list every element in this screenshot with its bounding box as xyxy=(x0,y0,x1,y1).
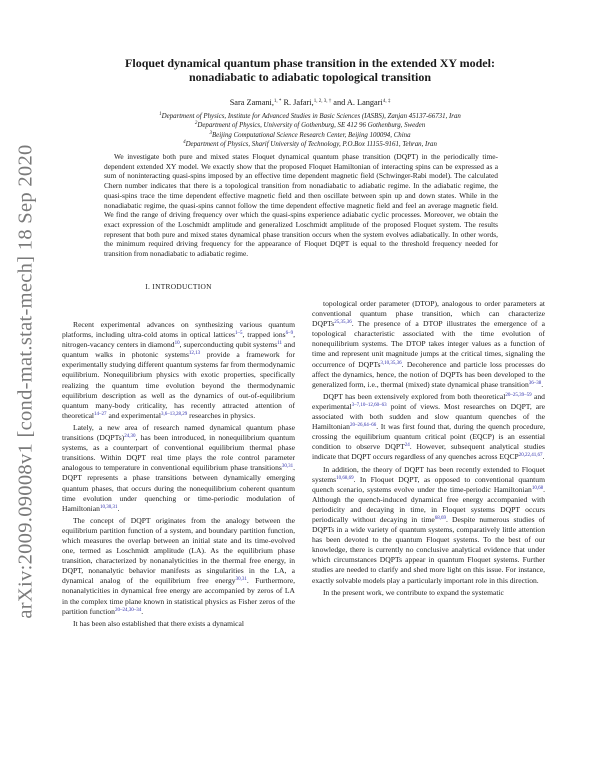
paragraph-text: . It was first found that, during the quench procedure, crossing the equilibrium quantum critical point (EQCP) is an essential condition to observe DQPT xyxy=(312,422,545,452)
affiliation-number: 4 xyxy=(183,140,186,146)
paragraph-text: and quantum walks in photonic systems xyxy=(62,340,295,360)
citation-link[interactable]: 20–24,30–34 xyxy=(114,607,142,613)
author-name: Sara Zamani, xyxy=(229,98,274,107)
paragraph-text: , superconducting qubit systems xyxy=(179,340,278,350)
paragraph-text: researches in physics. xyxy=(187,410,256,420)
paragraph-text: provide a framework for experimentally studying different quantum systems far from thermodynamic equilibrium. Nonequilibrium physics with exotic properties, specifically realizing the quantum time evolution beyond the thermodynamic equilibrium description as well as the dynamics of out-of-equilibrium quantum many-body criticality, has recently attracted attention of theoretical xyxy=(62,350,295,420)
body-paragraph xyxy=(62,320,295,421)
paragraph-text: . The presence of a DTOP illustrates the emergence of a topological characteristic associated with the time evolution of nonequilibrium systems. The DTOP takes integer values as a function of time and represent unit magnitude jumps at the critical times, signaling the occurrence of DQPTs xyxy=(312,319,545,369)
paragraph-text: . Despite numerous studies of DQPTs in a wide variety of quantum systems, comparatively little attention has been devoted to the quantum Floquet systems. To the best of our knowledge, there is currently no conclusive analytical evidence that under which circumstances DQPTs appear in quantum Floquet systems. Further studies are needed to clarify and shed more light on this issue. For instance, exactly solvable models play a particularly important role in this direction. xyxy=(312,514,545,585)
citation-link[interactable]: 10,30,31 xyxy=(99,504,118,510)
paragraph-text: , nitrogen-vacancy centers in diamond xyxy=(62,330,296,350)
affiliation-number: 3 xyxy=(209,130,212,136)
paper-title xyxy=(60,56,560,84)
paragraph-text: Lately, a new area of research named dynamical quantum phase transitions (DQPTs) xyxy=(62,422,295,443)
title-line-2: nonadiabatic to adiabatic topological transition xyxy=(188,70,432,84)
paragraph-text: . DQPT represents a phase transitions between dynamically emerging quantum phases, that occurs during the nonequilibrium coherent quantum time evolution under quenching or time-periodic modulation of Hamiltonian xyxy=(62,463,295,513)
paragraph-text: and experimental xyxy=(106,410,161,420)
paragraph-text: . xyxy=(141,606,144,616)
paragraph-text: . Furthermore, nonanalyticities in dynamical free energy are accompanied by zeros of LA in the complex time plane known in statistical physics as Fisher zeros of the partition function xyxy=(62,576,295,616)
body-column-left xyxy=(62,320,295,631)
abstract: We investigate both pure and mixed states Floquet dynamical quantum phase transition (DQPT) in the periodically time-dependent extended XY model. We exactly show that the proposed Floquet Hamiltonian of interacting spins can be expressed as a sum of noninteracting quasi-spins imposed by an effective time dependent magnetic field (Schwinger-Rabi model). The calculated Chern number indicates that there is a topological transition from nonadiabatic to adiabatic regime. In the adiabatic regime, the quasi-spins trace the time dependent effective magnetic field and then oscillate between spin up and down states. While in the nonadiabatic regime, the quasi-spins cannot follow the time dependent effective magnetic field and feel an average magnetic field. We find the range of driving frequency over which the quasi-spins experience adiabatic cyclic processes. Moreover, we obtain the exact expression of the Loschmidt amplitude and generalized Loschmidt amplitude of the proposed Floquet system. The results represent that both pure and mixed states dynamical phase transition occurs when the system evolves adiabatically. In other words, the minimum required driving frequency for the appearance of Floquet DQPT is equal to the threshold frequency needed for transition from nonadiabatic to adiabatic regime. xyxy=(104,152,498,259)
citation-link[interactable]: 20–25,39–59 xyxy=(505,392,532,398)
affiliation-text: Department of Physics, Sharif University of Technology, P.O.Box 11155-9161, Tehran, Iran xyxy=(185,141,437,149)
citation-link[interactable]: 36–38 xyxy=(528,380,542,386)
citation-link[interactable]: 12,13 xyxy=(188,351,201,357)
paragraph-text: point of views. Most researches on DQPT, are associated with both sudden and slow quantum quenches of the Hamiltonian xyxy=(312,401,545,432)
paragraph-text: and experimental xyxy=(312,391,545,411)
citation-link[interactable]: 24 xyxy=(404,443,410,449)
arxiv-identifier: arXiv:2009.09008v1 [cond-mat.stat-mech] 18 Sep 2020 xyxy=(14,144,37,619)
author-affiliation-mark: 1, 2, 3, † xyxy=(313,99,332,104)
citation-link[interactable]: 30,31 xyxy=(281,464,294,470)
paragraph-text: It has been also established that there exists a dynamical xyxy=(73,618,245,628)
citation-link[interactable]: 11 xyxy=(277,341,283,347)
affiliation xyxy=(60,121,560,130)
citation-link[interactable]: 20,22,41,67 xyxy=(518,453,543,459)
paragraph-text: . However, subsequent analytical studies indicate that DQPT occurs regardless of any quenches across EQCP xyxy=(312,442,545,462)
citation-link[interactable]: 30,31 xyxy=(235,577,247,583)
citation-link[interactable]: 3,6–13,28,29 xyxy=(160,411,188,417)
citation-link[interactable]: 20–26,64–66 xyxy=(349,423,377,429)
citation-link[interactable]: 14–27 xyxy=(94,411,107,417)
citation-link[interactable]: 3–7,10–12,60–63 xyxy=(351,402,387,408)
citation-link[interactable]: 6–9 xyxy=(285,331,294,337)
paragraph-text: topological order parameter (DTOP), analogous to order parameters at conventional quantum phase transition, which can characterize DQPTs xyxy=(312,299,545,329)
affiliation-text: Beijing Computational Science Research Center, Beijing 100094, China xyxy=(211,131,411,139)
author-affiliation-mark: 4, ‡ xyxy=(382,99,391,104)
body-paragraph xyxy=(62,423,295,514)
body-paragraph xyxy=(312,465,545,586)
affiliation-text: Department of Physics, University of Gothenburg, SE 412 96 Gothenburg, Sweden xyxy=(197,122,426,130)
paragraph-text: In addition, the theory of DQPT has been recently extended to Floquet systems xyxy=(312,464,545,484)
citation-link[interactable]: 24,30 xyxy=(124,434,136,440)
affiliation-list xyxy=(60,112,560,150)
author-name: R. Jafari, xyxy=(283,98,314,107)
paragraph-text: DQPT has been extensively explored from both theoretical xyxy=(323,391,506,401)
citation-link[interactable]: 68,69 xyxy=(434,515,447,521)
affiliation xyxy=(60,140,560,149)
paragraph-text: . xyxy=(542,452,545,462)
affiliation-text: Department of Physics, Institute for Advanced Studies in Basic Sciences (IASBS), Zanjan 45137-66731, Iran xyxy=(161,113,461,120)
paragraph-text: . Although the quench-induced dynamical free energy accompanied with periodicity and decaying in time, in Floquet systems DQPT occurs periodically without decaying in time xyxy=(312,484,545,524)
section-heading-introduction: I. INTRODUCTION xyxy=(145,282,212,291)
title-line-1: Floquet dynamical quantum phase transition in the extended XY model: xyxy=(125,56,495,70)
paragraph-text: . xyxy=(117,503,120,513)
author-affiliation-mark: 1, * xyxy=(273,99,282,104)
paragraph-text: . xyxy=(541,379,544,389)
paragraph-text: . Decoherence and particle loss processes do affect the dynamics, hence, the notion of DQPTs has been developed to the generalized form, i.e., thermal (mixed) state dynamical phase transition xyxy=(312,359,545,389)
author-name: and A. Langari xyxy=(333,98,383,107)
paragraph-text: In the present work, we contribute to expand the systematic xyxy=(323,587,504,597)
affiliation xyxy=(60,131,560,140)
citation-link[interactable]: 25,35,36 xyxy=(334,320,352,326)
affiliation-number: 1 xyxy=(159,112,162,117)
citation-link[interactable]: 10 xyxy=(174,341,180,347)
paper-header xyxy=(60,56,560,150)
body-paragraph xyxy=(312,299,545,390)
arxiv-sidebar-stamp xyxy=(6,0,40,776)
paragraph-text: The concept of DQPT originates from the analogy between the equilibrium partition function of a system, and boundary partition function, which measures the overlap between an initial state and its time-evolved one, termed as Loschmidt amplitude (LA). As the equilibrium phase transition, characterized by nonanalyticities in the thermal free energy, in DQPT, nonanalytic behavior manifests as singularities in the LA, a dynamical analog of the equilibrium free energy xyxy=(62,515,295,586)
citation-link[interactable]: 10,68,69 xyxy=(336,475,354,481)
citation-link[interactable]: 1–5 xyxy=(234,331,243,337)
paragraph-text: Recent experimental advances on synthesizing various quantum platforms, including ultra-cold atoms in optical lattices xyxy=(62,320,295,340)
paragraph-text: , trapped ions xyxy=(242,330,286,340)
paragraph-text: , has been introduced, in nonequilibrium quantum systems, as a counterpart of conventional equilibrium thermal phase transitions. Within DQPT real time plays the role control parameter analogous to temperature in conventional equilibrium phase transitions xyxy=(62,433,295,473)
affiliation xyxy=(60,112,560,121)
paragraph-text: . In Floquet DQPT, as opposed to conventional quantum quench scenario, systems evolve under the time-periodic Hamiltonian xyxy=(312,474,545,494)
body-paragraph xyxy=(62,516,295,617)
author-list xyxy=(60,98,560,107)
citation-link[interactable]: 10,68 xyxy=(531,485,544,491)
body-paragraph xyxy=(312,392,545,463)
affiliation-number: 2 xyxy=(194,121,198,127)
body-paragraph xyxy=(312,588,545,598)
body-column-right xyxy=(312,299,545,600)
citation-link[interactable]: 3,10,35,36 xyxy=(380,360,402,366)
body-paragraph xyxy=(62,619,295,629)
